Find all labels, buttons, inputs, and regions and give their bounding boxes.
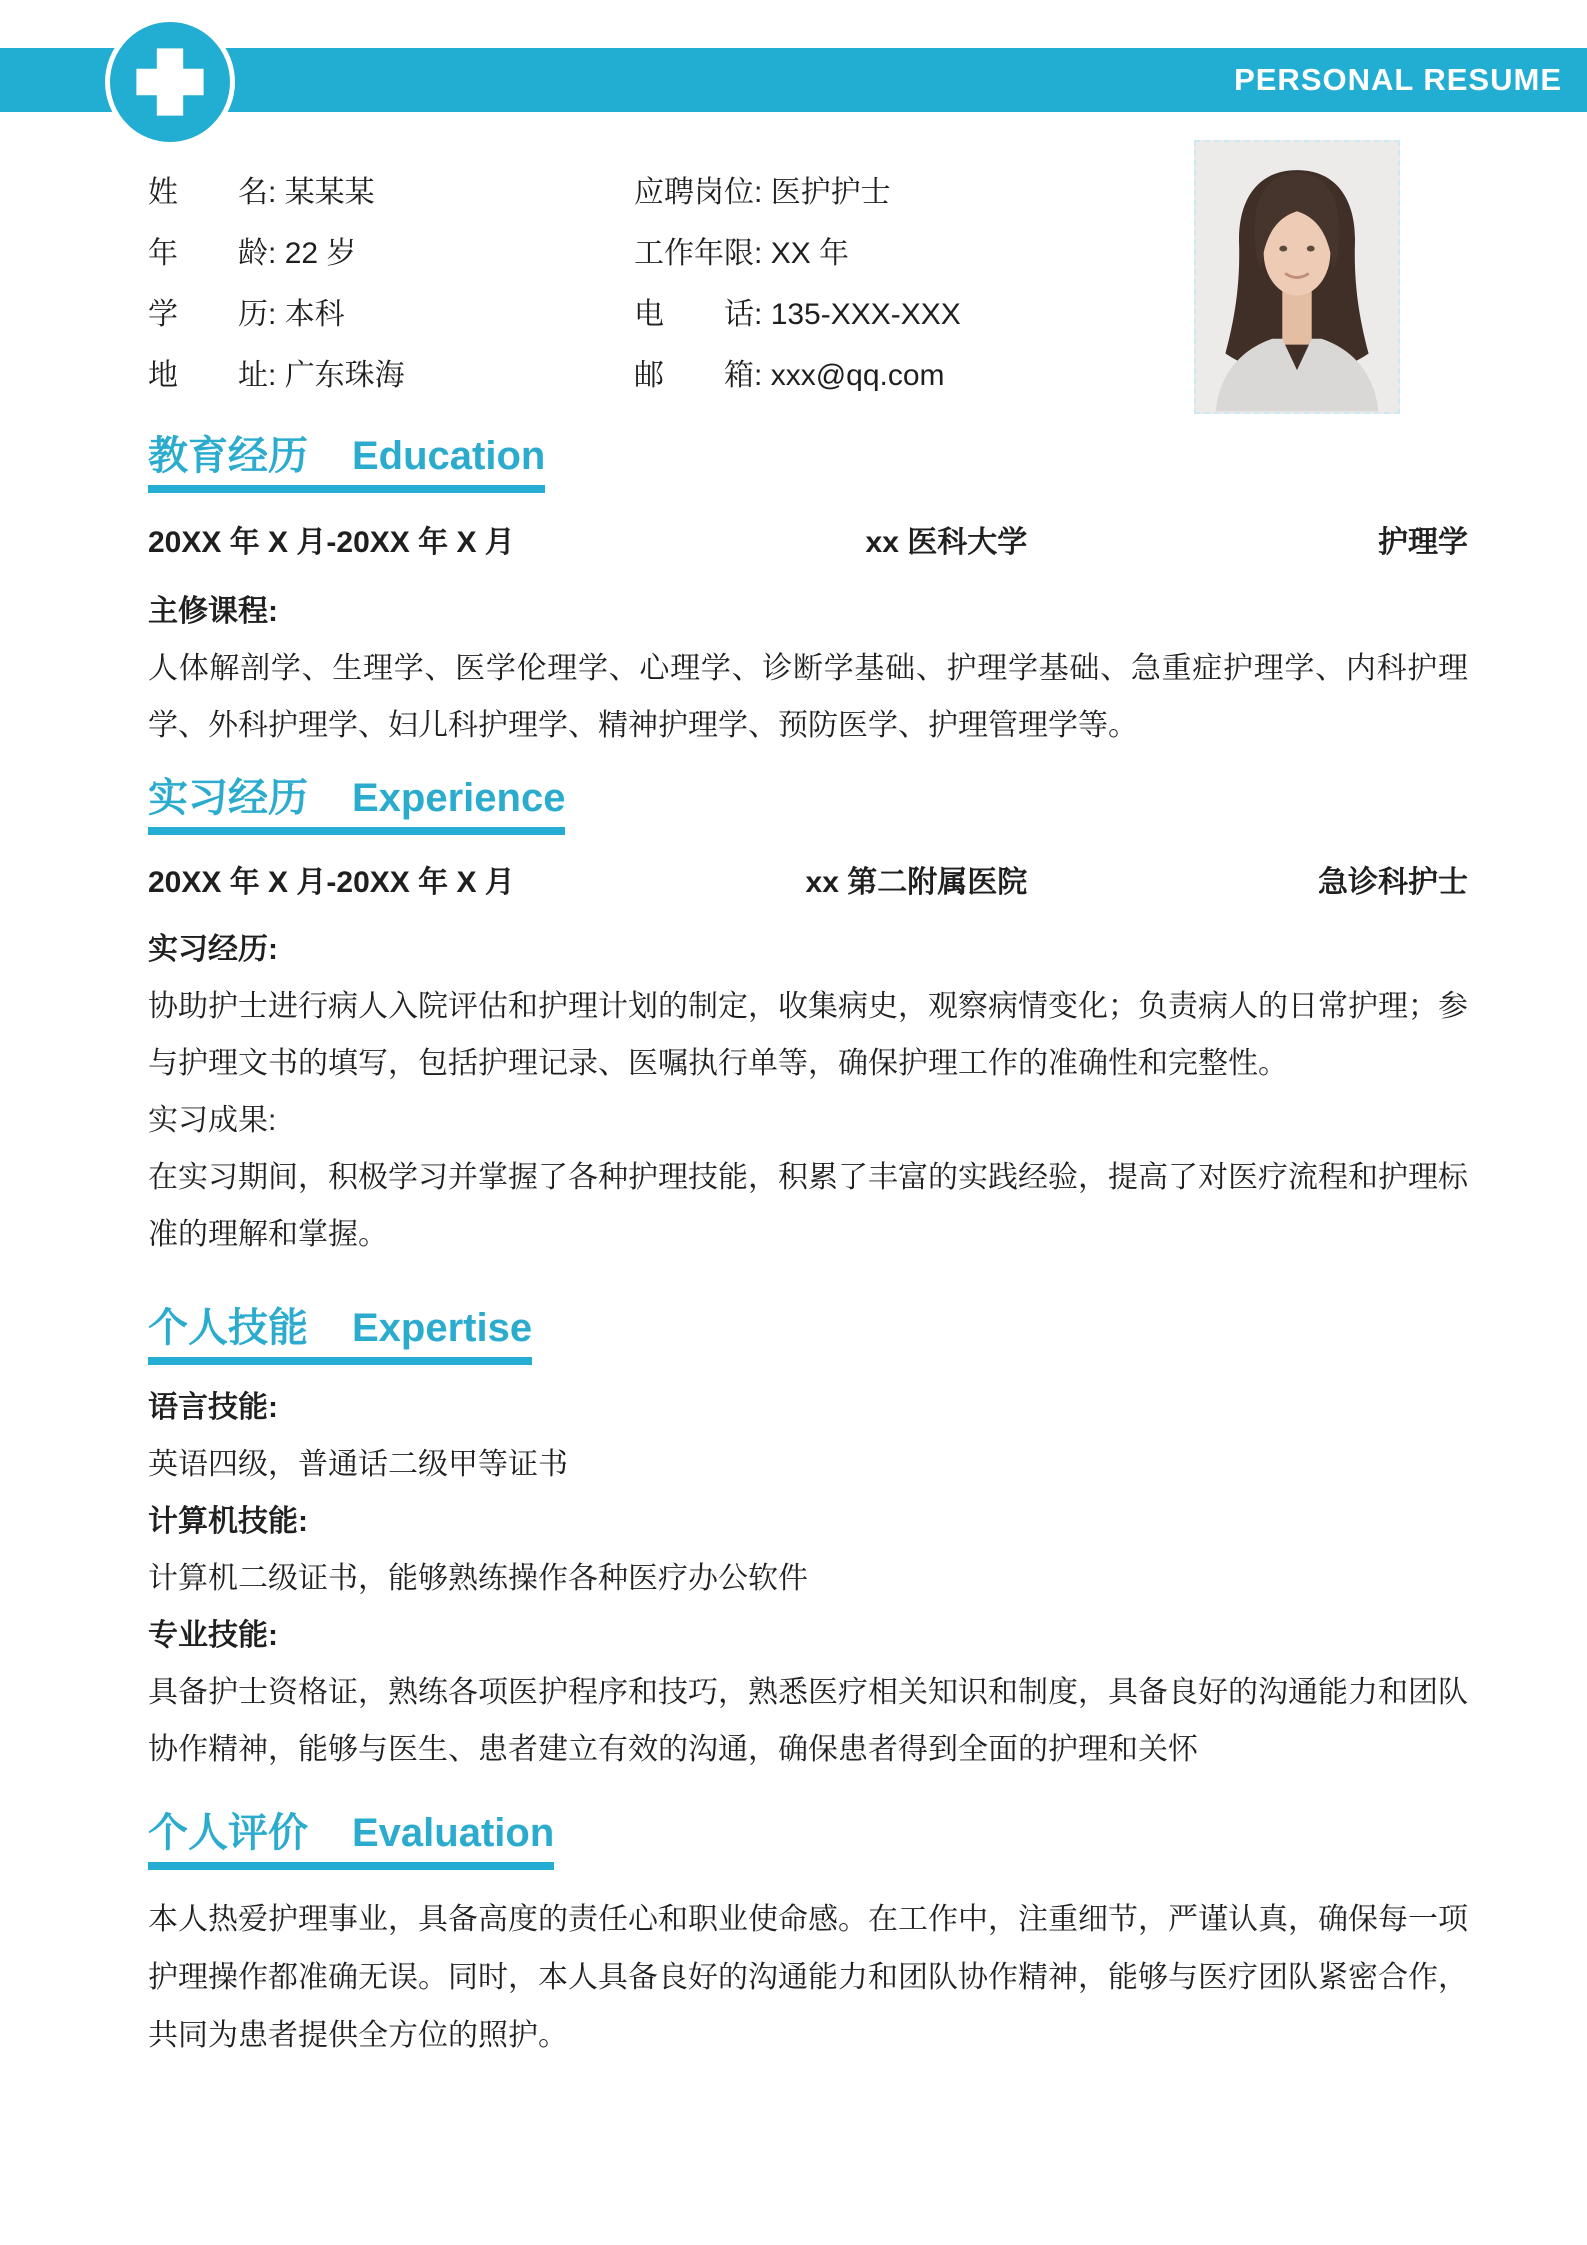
- timeline-org: xx 第二附属医院: [805, 866, 1028, 899]
- timeline-period: 20XX 年 X 月-20XX 年 X 月: [148, 866, 515, 899]
- profile-field-age: [148, 223, 634, 284]
- skill-label-professional: 专业技能:: [148, 1619, 278, 1652]
- profile-field-degree: [148, 284, 634, 345]
- expertise-body: [148, 1379, 1468, 1778]
- experience-label: 实习经历:: [148, 933, 278, 966]
- skill-label-language: 语言技能:: [148, 1391, 278, 1424]
- field-label: 电 话:: [634, 298, 763, 331]
- field-label: 地 址:: [148, 359, 277, 392]
- field-label: 工作年限:: [634, 237, 763, 270]
- experience-timeline-row: [148, 854, 1468, 911]
- field-value: 22 岁: [284, 237, 357, 270]
- profile-field-name: [148, 162, 634, 223]
- outcome-label: 实习成果:: [148, 1104, 277, 1137]
- course-list: 人体解剖学、生理学、医学伦理学、心理学、诊断学基础、护理学基础、急重症护理学、内科护理学、外科护理学、妇儿科护理学、精神护理学、预防医学、护理管理学等。: [148, 652, 1468, 742]
- field-label: 学 历:: [148, 298, 277, 331]
- top-banner: [0, 48, 1587, 112]
- section-heading-experience: [148, 774, 565, 835]
- field-label: 姓 名:: [148, 176, 277, 209]
- section-title-en: Expertise: [352, 1306, 533, 1350]
- skill-text-language: 英语四级，普通话二级甲等证书: [148, 1448, 568, 1481]
- timeline-period: 20XX 年 X 月-20XX 年 X 月: [148, 526, 515, 559]
- field-label: 应聘岗位:: [634, 176, 763, 209]
- evaluation-paragraph: 本人热爱护理事业，具备高度的责任心和职业使命感。在工作中，注重细节，严谨认真，确保每一项护理操作都准确无误。同时，本人具备良好的沟通能力和团队协作精神，能够与医疗团队紧密合作，共同为患者提供全方位的照护。: [148, 1903, 1468, 2052]
- outcome-paragraph: 在实习期间，积极学习并掌握了各种护理技能，积累了丰富的实践经验，提高了对医疗流程和护理标准的理解和掌握。: [148, 1161, 1468, 1251]
- section-title-en: Education: [352, 434, 546, 478]
- profile-field-email: [634, 345, 1468, 406]
- timeline-org: xx 医科大学: [865, 526, 1028, 559]
- section-title-cn: 个人技能: [148, 1306, 308, 1350]
- timeline-role: 急诊科护士: [1317, 866, 1468, 899]
- section-title-cn: 教育经历: [148, 434, 308, 478]
- field-value: 135-XXX-XXX: [770, 298, 961, 331]
- profile-field-phone: [634, 284, 1468, 345]
- medical-cross-logo: [105, 17, 235, 147]
- field-value: 广东珠海: [284, 359, 405, 392]
- profile-field-position: [634, 162, 1468, 223]
- field-label: 邮 箱:: [634, 359, 763, 392]
- skill-text-computer: 计算机二级证书，能够熟练操作各种医疗办公软件: [148, 1562, 808, 1595]
- field-value: 某某某: [284, 176, 375, 209]
- evaluation-body: [148, 1891, 1468, 2065]
- experience-body: [148, 921, 1468, 1263]
- profile-field-years: [634, 223, 1468, 284]
- section-title-en: Evaluation: [352, 1811, 555, 1855]
- experience-paragraph: 协助护士进行病人入院评估和护理计划的制定，收集病史，观察病情变化；负责病人的日常护理；参与护理文书的填写，包括护理记录、医嘱执行单等，确保护理工作的准确性和完整性。: [148, 990, 1468, 1080]
- brand-title: PERSONAL RESUME: [1234, 62, 1562, 97]
- skill-text-professional: 具备护士资格证，熟练各项医护程序和技巧，熟悉医疗相关知识和制度，具备良好的沟通能力和团队协作精神，能够与医生、患者建立有效的沟通，确保患者得到全面的护理和关怀: [148, 1676, 1468, 1766]
- section-title-en: Experience: [352, 776, 566, 820]
- field-value: 本科: [284, 298, 345, 331]
- section-title-cn: 实习经历: [148, 776, 308, 820]
- section-heading-expertise: [148, 1304, 532, 1365]
- section-heading-education: [148, 432, 545, 493]
- field-value: 医护护士: [770, 176, 891, 209]
- main-column: [148, 150, 1468, 2065]
- profile-section: [148, 162, 1468, 406]
- education-body: [148, 583, 1468, 754]
- section-title-cn: 个人评价: [148, 1811, 308, 1855]
- field-label: 年 龄:: [148, 237, 277, 270]
- course-label: 主修课程:: [148, 595, 278, 628]
- timeline-role: 护理学: [1377, 526, 1468, 559]
- education-timeline-row: [148, 514, 1468, 571]
- section-heading-evaluation: [148, 1809, 554, 1870]
- field-value: XX 年: [770, 237, 850, 270]
- profile-field-address: [148, 345, 634, 406]
- skill-label-computer: 计算机技能:: [148, 1505, 308, 1538]
- field-value: xxx@qq.com: [770, 359, 945, 392]
- medical-cross-icon: [110, 22, 230, 142]
